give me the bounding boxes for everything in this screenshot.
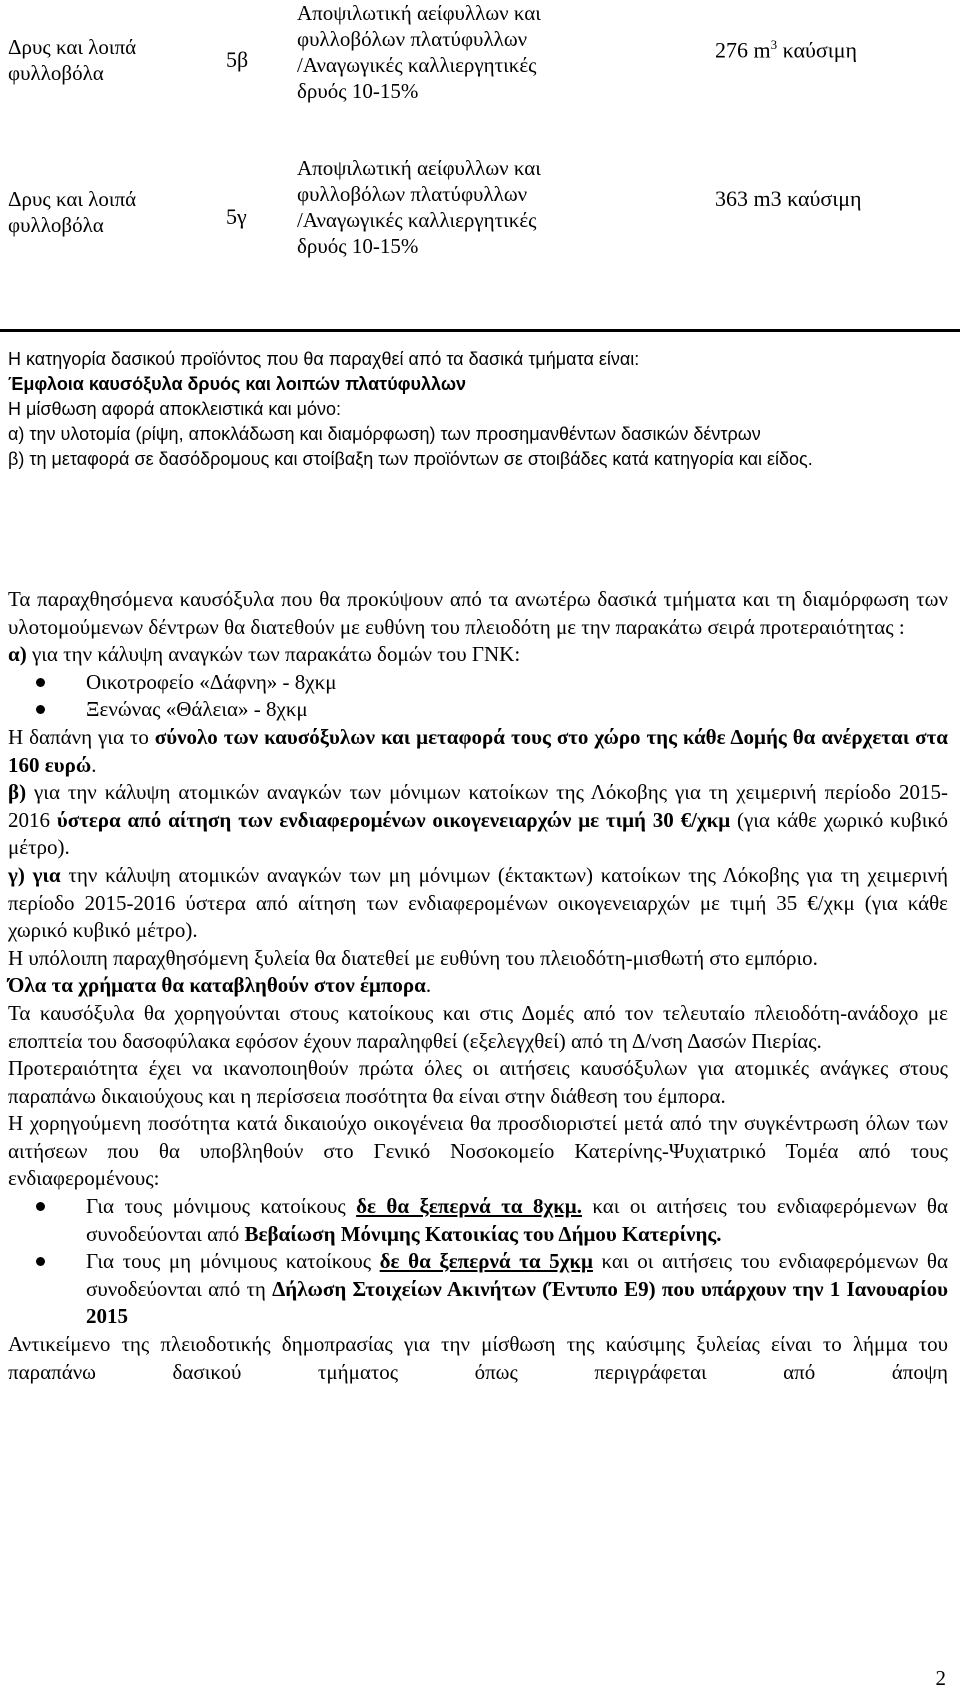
paragraph-priority: Προτεραιότητα έχει να ικανοποιηθούν πρώτα όλες οι αιτήσεις καυσόξυλων για ατομικές ανάγκες στους παραπάνω δικαιούχους και η περίσσεια ποσότητα θα είναι στην διάθεση του έμπορα. [8,1056,948,1108]
page-number: 2 [935,1666,946,1690]
lease-item-a: α) την υλοτομία (ρίψη, αποκλάδωση και διαμόρφωση) των προσημανθέντων δασικών δέντρων [8,424,761,444]
treatment-description-cell: Αποψιλωτική αείφυλλων και φυλλοβόλων πλατύφυλλων /Αναγωγικές καλλιεργητικές δρυός 10-15% [297,156,541,258]
paragraph-quantity: Η χορηγούμενη ποσότητα κατά δικαιούχο οικογένεια θα προσδιοριστεί μετά από την συγκέντρωση όλων των αιτήσεων που θα υποβληθούν στο Γενικό Νοσοκομείο Κατερίνης-Ψυχιατρικό Τομέα από τους ενδιαφερομένους: [8,1111,948,1191]
paragraph-a: α) για την κάλυψη αναγκών των παρακάτω δομών του ΓΝΚ: [8,642,521,667]
category-line: Η κατηγορία δασικού προϊόντος που θα παραχθεί από τα δασικά τμήματα είναι: [8,349,640,369]
list-item: Για τους μόνιμους κατοίκους δε θα ξεπερνά τα 8χκμ. και οι αιτήσεις του ενδιαφερόμενων θα συνοδεύονται από Βεβαίωση Μόνιμης Κατοικίας του Δήμου Κατερίνης. [8,1193,948,1248]
paragraph-supply: Τα καυσόξυλα θα χορηγούνται στους κατοίκους και στις Δομές από τον τελευταίο πλειοδότη-ανάδοχο με εποπτεία του δασοφύλακα εφόσον έχουν παραληφθεί (εξελεγχθεί) από τη Δ/νση Δασών Πιερίας. [8,1000,948,1053]
forest-type-cell: Δρυς και λοιπά φυλλοβόλα [8,187,137,237]
quantity-cell: 276 $m^3$ καύσιμη [715,37,858,63]
main-body [8,586,948,1386]
list-item: Οικοτροφείο «Δάφνη» - 8χκμ [8,669,948,697]
forest-type-cell: Δρυς και λοιπά φυλλοβόλα [8,35,137,85]
residents-list [8,1193,948,1331]
table-bottom-rule [0,329,960,332]
section-code-cell: 5β [226,47,249,72]
lease-item-b: β) τη μεταφορά σε δασόδρομους και στοίβαξη των προϊόντων σε στοιβάδες κατά κατηγορία και είδος. [8,449,813,469]
lease-line: Η μίσθωση αφορά αποκλειστικά και μόνο: [8,399,341,419]
table-row [0,150,960,300]
paragraph-c: γ) για την κάλυψη ατομικών αναγκών των μη μόνιμων (έκτακτων) κατοίκων της Λόκοβης για τη χειμερινή περίοδο 2015-2016 ύστερα από αίτηση των ενδιαφερομένων οικογενειαρχών με τιμή 35 €/χκμ (για κάθε χωρικό κυβικό μέτρο). [8,862,948,943]
treatment-description-cell: Αποψιλωτική αείφυλλων και φυλλοβόλων πλατύφυλλων /Αναγωγικές καλλιεργητικές δρυός 10-15% [297,1,541,103]
intro-section [8,347,948,472]
list-item: Για τους μη μόνιμους κατοίκους δε θα ξεπερνά τα 5χκμ και οι αιτήσεις του ενδιαφερόμενων θα συνοδεύονται από τη Δήλωση Στοιχείων Ακινήτων (Έντυπο Ε9) που υπάρχουν την 1 Ιανουαρίου 2015 [8,1248,948,1331]
paragraph-priority-order: Τα παραχθησόμενα καυσόξυλα που θα προκύψουν από τα ανωτέρω δασικά τμήματα και τη διαμόρφωση των υλοτομούμενων δέντρων θα διατεθούν με ευθύνη του πλειοδότη με την παρακάτω σειρά προτεραιότητας : [8,587,948,639]
paragraph-b: β) για την κάλυψη ατομικών αναγκών των μόνιμων κατοίκων της Λόκοβης για τη χειμερινή περίοδο 2015-2016 ύστερα από αίτηση των ενδιαφερομένων οικογενειαρχών με τιμή 30 €/χκμ (για κάθε χωρικό κυβικό μέτρο). [8,780,948,860]
structures-list [8,669,948,724]
section-code-cell: 5γ [226,204,247,229]
paragraph-cost: Η δαπάνη για το σύνολο των καυσόξυλων και μεταφορά τους στο χώρο της κάθε Δομής θα ανέρχεται στα 160 ευρώ. [8,724,948,777]
table-row [0,0,960,150]
quantity-cell: 363 m3 καύσιμη [715,186,862,211]
paragraph-money: Όλα τα χρήματα θα καταβληθούν στον έμπορα. [8,973,432,998]
paragraph-remaining: Η υπόλοιπη παραχθησόμενη ξυλεία θα διατεθεί με ευθύνη του πλειοδότη-μισθωτή στο εμπόριο. [8,945,818,970]
paragraph-closing: Αντικείμενο της πλειοδοτικής δημοπρασίας για την μίσθωση της καύσιμης ξυλείας είναι το λήμμα του παραπάνω δασικού τμήματος όπως περιγράφεται από άποψη [8,1332,948,1384]
list-item: Ξενώνας «Θάλεια» - 8χκμ [8,696,948,724]
category-product: Έμφλοια καυσόξυλα δρυός και λοιπών πλατύφυλλων [8,374,467,394]
